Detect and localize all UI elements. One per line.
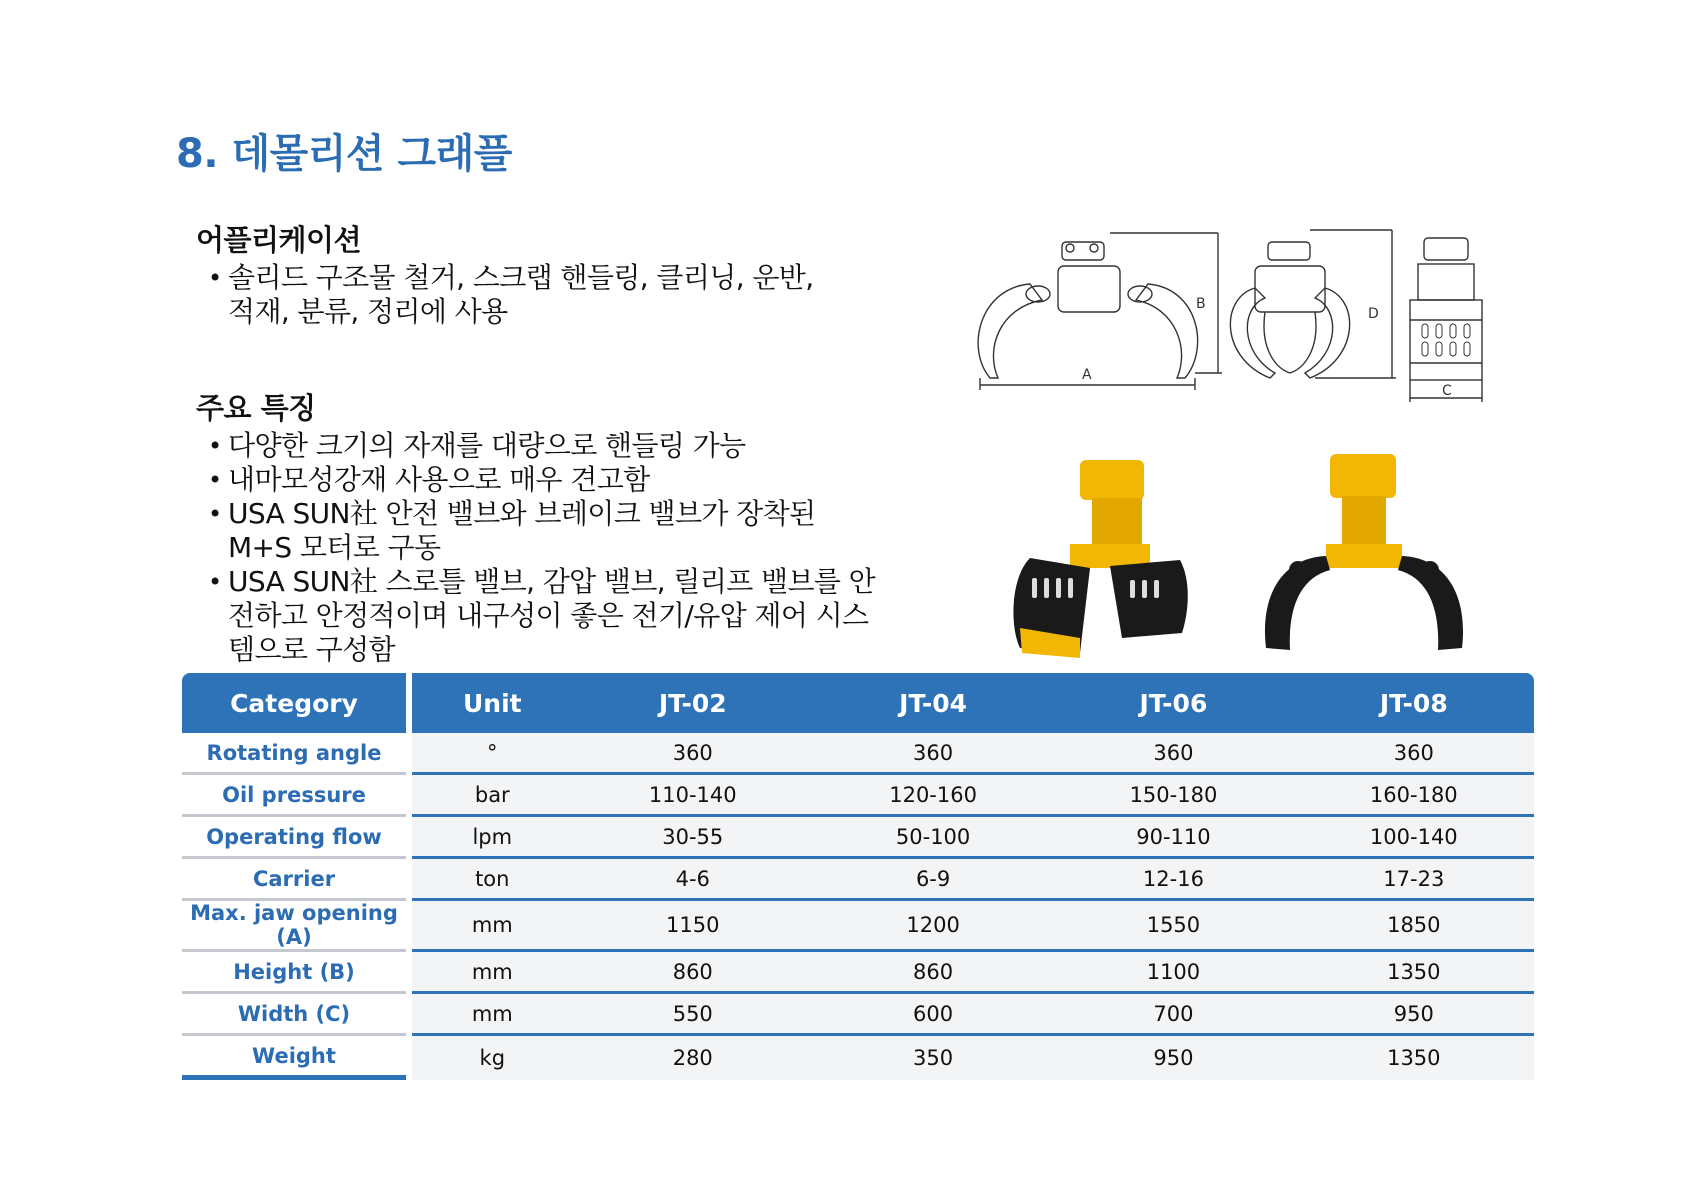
- row-value: 30-55: [573, 817, 813, 859]
- table-row: [182, 859, 1534, 901]
- row-category: Max. jaw opening (A): [182, 901, 406, 952]
- features-heading: 주요 특징: [196, 391, 316, 425]
- row-value: 360: [573, 733, 813, 775]
- row-category: Operating flow: [182, 817, 406, 859]
- list-item: • 솔리드 구조물 철거, 스크랩 핸들링, 클리닝, 운반, 적재, 분류, 정리에 사용: [210, 261, 828, 329]
- table-row: [182, 994, 1534, 1036]
- row-value: 600: [813, 994, 1053, 1036]
- row-value: 700: [1053, 994, 1293, 1036]
- row-value: 110-140: [573, 775, 813, 817]
- row-value: 1550: [1053, 901, 1293, 952]
- list-item: • 내마모성강재 사용으로 매우 견고함: [210, 463, 916, 497]
- row-category: Width (C): [182, 994, 406, 1036]
- row-value: 360: [1294, 733, 1534, 775]
- table-row: [182, 775, 1534, 817]
- row-value: 950: [1053, 1036, 1293, 1080]
- product-photos: [1010, 448, 1490, 668]
- list-item: • USA SUN社 스로틀 밸브, 감압 밸브, 릴리프 밸브를 안전하고 안정적이며 내구성이 좋은 전기/유압 제어 시스템으로 구성함: [210, 565, 888, 667]
- row-value: 6-9: [813, 859, 1053, 901]
- list-item: • 다양한 크기의 자재를 대량으로 핸들링 가능: [210, 429, 916, 463]
- row-value: 90-110: [1053, 817, 1293, 859]
- row-unit: mm: [412, 952, 573, 994]
- header-model: JT-08: [1294, 673, 1534, 733]
- row-value: 4-6: [573, 859, 813, 901]
- side-view-drawing: [1230, 230, 1396, 378]
- row-value: 350: [813, 1036, 1053, 1080]
- row-category: Weight: [182, 1036, 406, 1080]
- table-row: [182, 1036, 1534, 1080]
- end-view-drawing: [1410, 238, 1482, 402]
- application-section: [196, 218, 916, 329]
- row-category: Height (B): [182, 952, 406, 994]
- table-row: [182, 733, 1534, 775]
- dimension-label-d: D: [1368, 306, 1379, 322]
- page-title: 8. 데몰리션 그래플: [176, 131, 512, 177]
- row-value: 12-16: [1053, 859, 1293, 901]
- row-unit: kg: [412, 1036, 573, 1080]
- row-value: 150-180: [1053, 775, 1293, 817]
- row-unit: lpm: [412, 817, 573, 859]
- row-value: 550: [573, 994, 813, 1036]
- header-model: JT-04: [813, 673, 1053, 733]
- row-value: 120-160: [813, 775, 1053, 817]
- row-unit: bar: [412, 775, 573, 817]
- row-category: Oil pressure: [182, 775, 406, 817]
- header-model: JT-02: [573, 673, 813, 733]
- header-unit: Unit: [412, 673, 573, 733]
- list-item: • USA SUN社 안전 밸브와 브레이크 밸브가 장착된 M+S 모터로 구동: [210, 497, 868, 565]
- dimension-label-b: B: [1196, 296, 1206, 312]
- features-section: [196, 386, 916, 667]
- table-row: [182, 901, 1534, 952]
- grapple-photo-right: [1265, 454, 1463, 650]
- dimension-drawings: [970, 228, 1500, 438]
- application-list: [196, 261, 916, 329]
- header-category: Category: [182, 673, 406, 733]
- row-value: 50-100: [813, 817, 1053, 859]
- row-value: 1350: [1294, 952, 1534, 994]
- row-unit: mm: [412, 901, 573, 952]
- row-value: 280: [573, 1036, 813, 1080]
- row-value: 160-180: [1294, 775, 1534, 817]
- row-value: 860: [573, 952, 813, 994]
- spec-header-row: [182, 673, 1534, 733]
- row-unit: °: [412, 733, 573, 775]
- row-category: Rotating angle: [182, 733, 406, 775]
- row-unit: ton: [412, 859, 573, 901]
- row-value: 1200: [813, 901, 1053, 952]
- spec-table: [182, 673, 1534, 1080]
- table-row: [182, 817, 1534, 859]
- row-unit: mm: [412, 994, 573, 1036]
- table-row: [182, 952, 1534, 994]
- dimension-label-a: A: [1082, 367, 1092, 383]
- row-value: 100-140: [1294, 817, 1534, 859]
- row-category: Carrier: [182, 859, 406, 901]
- header-model: JT-06: [1053, 673, 1293, 733]
- row-value: 360: [813, 733, 1053, 775]
- row-value: 1850: [1294, 901, 1534, 952]
- features-list: [196, 429, 916, 667]
- row-value: 1150: [573, 901, 813, 952]
- row-value: 17-23: [1294, 859, 1534, 901]
- application-heading: 어플리케이션: [196, 223, 362, 257]
- row-value: 1100: [1053, 952, 1293, 994]
- row-value: 1350: [1294, 1036, 1534, 1080]
- row-value: 950: [1294, 994, 1534, 1036]
- row-value: 360: [1053, 733, 1293, 775]
- grapple-photo-left: [1013, 460, 1187, 658]
- dimension-label-c: C: [1442, 383, 1452, 399]
- row-value: 860: [813, 952, 1053, 994]
- front-view-drawing: [978, 233, 1222, 390]
